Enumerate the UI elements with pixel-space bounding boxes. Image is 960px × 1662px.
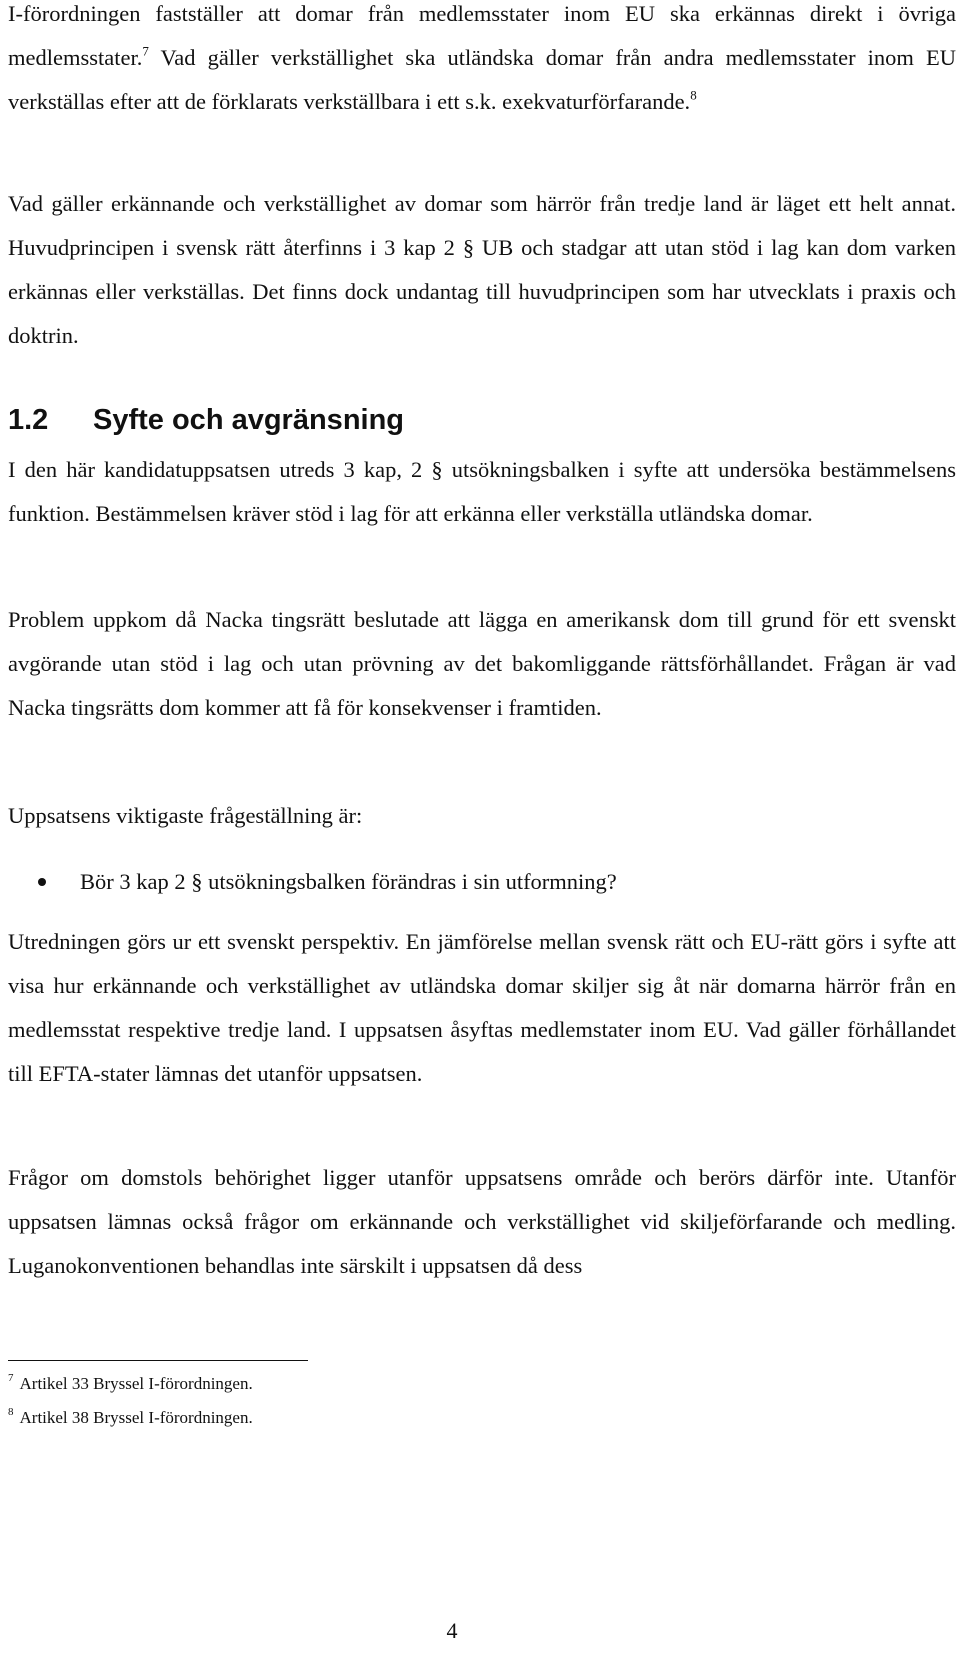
paragraph-text: Vad gäller verkställighet ska utländska domar från andra medlemsstater inom EU verkställas efter att de förklarats verkställbara i ett s.k. exekvaturförfarande. [8, 45, 956, 114]
section-number: 1.2 [8, 404, 49, 436]
paragraph-third-country: Vad gäller erkännande och verkställighet av domar som härrör från tredje land är läget ett helt annat. Huvudprincipen i svensk rätt återfinns i 3 kap 2 § UB och stadgar att utan stöd i lag kan dom varken erkännas eller verkställas. Det finns dock undantag till huvudprincipen som har utvecklats i praxis och doktrin. [8, 191, 956, 348]
bullet-icon [38, 878, 46, 886]
footnote-7 [8, 1372, 253, 1396]
footnote-mark: 7 [8, 1372, 14, 1385]
paragraph-delimitation: Frågor om domstols behörighet ligger utanför uppsatsens område och berörs därför inte. Utanför uppsatsen lämnas också frågor om erkännande och verkställighet vid skiljeförfarande och medling. Luganokonventionen behandlas inte särskilt i uppsatsen då dess [8, 1165, 956, 1278]
footnote-ref-8[interactable]: 8 [690, 87, 697, 103]
paragraph-problem: Problem uppkom då Nacka tingsrätt beslutade att lägga en amerikansk dom till grund för ett svenskt avgörande utan stöd i lag och utan prövning av det bakomliggande rättsförhållandet. Frågan är vad Nacka tingsrätts dom kommer att få för konsekvenser i framtiden. [8, 607, 956, 720]
footnote-text: Artikel 38 Bryssel I-förordningen. [19, 1408, 253, 1427]
footnote-text: Artikel 33 Bryssel I-förordningen. [19, 1374, 253, 1393]
paragraph-purpose: I den här kandidatuppsatsen utreds 3 kap, 2 § utsökningsbalken i syfte att undersöka bestämmelsens funktion. Bestämmelsen kräver stöd i lag för att erkänna eller verkställa utländska domar. [8, 457, 956, 526]
paragraph-question-intro: Uppsatsens viktigaste frågeställning är: [8, 803, 363, 828]
footnote-separator [8, 1360, 308, 1361]
section-heading [8, 402, 404, 438]
paragraph-text: I-förordningen fastställer att domar från medlemsstater inom EU ska erkännas direkt i övriga medlemsstater. [8, 1, 956, 70]
section-title: Syfte och avgränsning [93, 404, 405, 436]
bullet-text: Bör 3 kap 2 § utsökningsbalken förändras i sin utformning? [80, 869, 617, 894]
footnote-8 [8, 1406, 253, 1430]
footnote-ref-7[interactable]: 7 [142, 43, 149, 59]
page-number: 4 [446, 1618, 458, 1643]
paragraph-eu-recognition [8, 0, 956, 124]
footnote-mark: 8 [8, 1406, 14, 1419]
paragraph-perspective: Utredningen görs ur ett svenskt perspektiv. En jämförelse mellan svensk rätt och EU-rätt görs i syfte att visa hur erkännande och verkställighet av utländska domar skiljer sig åt när domarna härrör från en medlemsstat respektive tredje land. I uppsatsen åsyftas medlemstater inom EU. Vad gäller förhållandet till EFTA-stater lämnas det utanför uppsatsen. [8, 929, 956, 1086]
